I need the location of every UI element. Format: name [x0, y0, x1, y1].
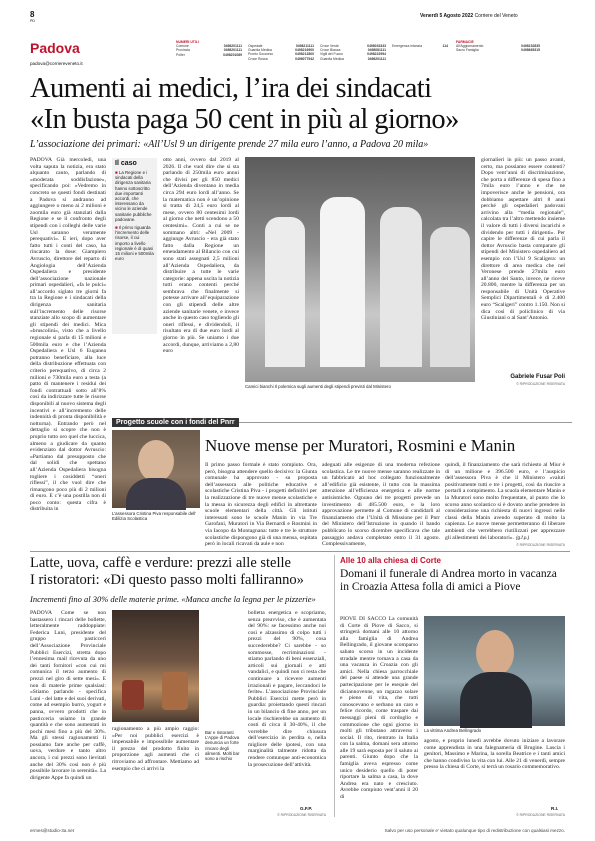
phone-row: Croce Bianca 0498081111: [320, 48, 386, 53]
phones-col-5: [456, 40, 540, 53]
pharmacy-title: FARMACIE: [456, 40, 474, 44]
phone-row: All'Aggiornamento 0498152835: [456, 44, 540, 49]
white-coat-figure: [380, 207, 422, 367]
phone-row: Comune 0498201111: [176, 44, 242, 49]
main-copyright: © RIPRODUZIONE RISERVATA: [516, 382, 565, 386]
mense-column-1: Il primo passo formale è stato compiuto. Ora, però, bisogna attendere quello decisivo: la Giunta comunale ha approvato - su proposta dell’assessora alle politiche educative e scolastiche Cristina Piva - i progetti definitivi per la realizzazione di tre nuove mense scolastiche e la messa in sicurezza degli edifici in altrettante scuole elementari della città. Gli istituti interessati sono le scuole Manin in via Tre Garofani, Muratori in Via Bernardi e Rosmini in via Iacopo da Montagnana: tutte e tre le strutture scolastiche dispongono già di una mensa, ospitata però in locali ricavati da aule e non: [205, 462, 317, 548]
main-subhead: L’associazione dei primari: «All’Usl 9 un dirigente prende 27 mila euro l’anno, a Padova 20 mila»: [30, 139, 429, 150]
phones-col-4: [392, 44, 448, 48]
page-edition: PD: [30, 19, 35, 23]
phone-row: Croce Rossa 0498077542: [248, 56, 314, 61]
corte-signature: R.I.: [551, 806, 559, 811]
phone-row: Guardia Medica 0498216900: [248, 48, 314, 53]
piva-photo-caption: L’assessora Cristina Piva responsabile dell’ Edilizia Scolastica: [112, 511, 197, 522]
prezzi-subhead: Incrementi fino al 30% delle materie prime. «Manca anche la legna per le pizzerie»: [30, 594, 316, 604]
mense-kicker: Progetto scuole con i fondi del Pnrr: [112, 418, 239, 427]
corte-column-2: agosto, e proprio lunedì avrebbe dovuto iniziare a lavorare come apprendista in una falegnameria di Brugine. Lascia i genitori, Massimo e Marina, la sorella Beatrice e i tanti amici che hanno condiviso la vita con lui. Alle 21 di venerdì, sempre presso la chiesa di Corte, si terrà un rosario commemorativo.: [424, 738, 565, 771]
mense-copyright: © RIPRODUZIONE RISERVATA: [516, 543, 565, 547]
issue-date: Venerdì 5 Agosto 2022: [420, 13, 474, 19]
phones-title: NUMERI UTILI: [176, 40, 199, 44]
andrea-photo-caption: La vittima Andrea Bellingrado: [424, 728, 482, 733]
prezzi-headline-line-1: Latte, uova, caffè e verdure: prezzi alle stelle: [30, 555, 291, 571]
main-column-1: PADOVA Già mercoledì, una volta saputa la notizia, era stato alquanto cauto, parlando di «moderata soddisfazione», specificando poi: «Vedremo in concreto se questi fondi destinati a Padova si andranno ad aggiungere o meno ai 2 milioni e zoomila euro già stanziati dalla Regione e se il confronto degli stipendi con i colleghi delle varie Usl saranno veramente perequativi». E ieri, dopo aver fatto tutti i conti del caso, ha rincarato la dose: Giampiero Avruscio, direttore del reparto di Angiologia dell’Azienda Ospedaliera e presidente dell’associazione nazionale primari ospedalieri, «fa le pulci» all’accordo siglato tre giorni fa tra la Regione e i sindacati della dirigenza sanitaria sull’incremento delle risorse stanziate allo scopo di aumentare gli stipendi dei medici. Mica «bruscolini», visto che a livello regionale si parla di 15 milioni e 500mila euro e che l’Azienda Ospedaliera e Usl 6 Euganea potranno beneficiare, alla luce della distribuzione effettuata con criterio perequativo, di circa 2 milioni e 730mila euro a testa (a patto di mantenere i residui dei fondi contrattuali sotto all’8% così da indirizzare tutte le risorse disponibili al nuovo sistema degli incentivi e all’incremento delle indennità di pronta disponibilità e notturna). Entrando però nel dettaglio si scopre che non è proprio tutto oro quel che luccica, almeno a giudicare da quanto evidenziato dal dottor Avruscio: «Partiamo dal presupposto che dal solidi che spettano all’Azienda Ospedaliera bisogna togliere i cosiddetti “oneri riflessi”, il che vuol dire che rimangono poco più di 2 milioni di euro. E c’è una postilla non di poco conto: questa cifra è distribuita in: [30, 157, 106, 513]
corte-kicker: Alle 10 alla chiesa di Corte: [340, 556, 441, 565]
shoulders-shape: [460, 672, 532, 728]
phones-col-2: [248, 44, 314, 61]
fact-box-item: ■ Il primo riguarda l’incremento delle risorse, il cui importo a livello regionale è di quasi 15 milioni e 500mila euro: [115, 225, 154, 262]
main-column-3: giornalieri in più: un passo avanti, certo, ma possiamo essere contenti? Dopo vent’anni di discriminazione, che porta a differenze di spesa fino a 7mila euro l’anno e che ne impoverisce anche le pensioni, ora dobbiamo aspettare altri 8 anni perché gli ospedalieri padovani arrivino alla “media regionale”, calcolata tra l’altro mettendo insieme il valore di tutti i diversi incarichi e dividendo per tutti i dirigenti». Per capire le differenze di cui parla il dottor Avruscio basta comparare gli stipendi del Ministero ospedaliero ad esempio con l’Usl 9 Scaligera: un direttore di area medica che nel Veronese prende 27mila euro all’anno del Santo, invece, ne riceve 20.800, mentre la differenza per un responsabile di Unità Operative Semplici Dipartimentali è di 2.400 euro “Scaligeri” contro 1.150. Non si dica così di policlinico di via Giustiniani o al Sant’Antonio.: [481, 157, 565, 322]
phone-row: Polfer 0498201089: [176, 52, 242, 57]
headline-line-2: «In busta paga 50 cent in più al giorno»: [30, 104, 459, 135]
prezzi-signature: G.F.P.: [300, 806, 313, 811]
andrea-photo: [424, 616, 565, 726]
main-author: Gabriele Fusar Poli: [510, 374, 565, 380]
fact-box-title: Il caso: [115, 160, 137, 167]
main-column-2: otto anni, ovvero dal 2019 al 2026. Il che vuol dire che si sta parlando di 250mila euro annui che divisi per gli 850 medici dell’Azienda diventano in media circa 294 euro lordi all’anno. Se la matematica non è un’opinione si tratta di 24,5 euro lordi al mese, ovvero 80 centesimi lordi al giorno che netti scendono a 50 centesimi». Conti a cui se ne sommano altri: «Nel 2009 - aggiunge Avruscio - era già stato fatto dalla Regione un emendamento al Bilancio con cui sono stati assegnati 2,5 milioni all’Azienda Ospedaliera, da distribuire a tutte le varie categorie: appena uscita la notizia tutti erano contenti perché sembrava che finalmente si potesse arrivare all’equiparazione con gli stipendi delle altre aziende sanitarie venete, e invece anche in questo caso togliendo gli oneri riflessi, e dividendoli, il risultato era di due euro lordi al giorno in più. Se uniamo i due accordi, dunque, arriviamo a 2,80 euro: [163, 157, 239, 355]
doctors-photo-caption: Camici bianchi Il polemica sugli aumenti degli stipendi previsti dal Ministero: [245, 384, 391, 389]
white-coat-figure: [430, 227, 470, 367]
table-shape: [162, 672, 188, 710]
footer-email[interactable]: ermes@studio-3a.net: [30, 828, 74, 833]
phone-row: Provincia 0498201111: [176, 48, 242, 53]
face-shape: [476, 630, 514, 676]
fact-box: [112, 158, 157, 334]
section-email[interactable]: padova@corriereveneto.it: [30, 61, 83, 66]
headline-line-1: Aumenti ai medici, l’ira dei sindacati: [30, 73, 432, 104]
prezzi-headline-line-2: I ristoratori: «Di questo passo molti falliranno»: [30, 572, 304, 588]
footer-notice: Salvo per uso personale e' vietato qualunque tipo di redistribuzione con qualsiasi mezzo.: [384, 828, 565, 833]
divider: [30, 551, 570, 552]
prezzi-column-3: bolletta energetica e scopriamo, senza preavviso, che è aumentata del 90%: se facessimo anche noi così e alzassimo di colpo tutti i prezzi del 90%, cosa succederebbe? Ci sarebbe - so sommosse, recriminazioni - stiamo parlando di beni essenziali, articoli sui giornali e atti vandalici, e quindi non ci resta che continuare a ricevere aumenti irrazionali e pagare, leccandoci le ferite». L’associazione Provinciale Pubblici Esercizi mette però in guardia: proiettando questi rincari in un bilancio di fine anno, per un locale rischierebbe un aumento di costi di circa il 30-40%, il che vorrebbe dire chiusura dell’esercizio in perdita o, nella migliore delle ipotesi, con una marginalità talmente ridotta da rendere comunque anti-economica la prosecuzione dell’attività.: [248, 610, 326, 768]
phones-col-1: [176, 40, 242, 57]
mense-headline: Nuove mense per Muratori, Rosmini e Manin: [205, 436, 516, 455]
bullet-icon: ■: [115, 225, 118, 231]
corte-column-1: PIOVE DI SACCO La comunità di Corte di Piove di Sacco, si stringerà domani alle 10 attorno alla famiglia di Andrea Bellingrado, il giovane scomparso sabato scorso in un incidente stradale mentre tornava a casa da una vacanza in Croazia con gli amici. Nella chiesa parrocchiale del paese si attende una grande partecipazione per le esequie del diciannovenne, un ragazzo solare e pieno di vita, che tutti conoscevano e serbano un caro e felice ricordo, come traspare dai messaggi pieni di cordoglio e commozione che ogni giorno in molti gli tributano attraverso i social. Il rito, rientrato in Italia con la salma, domani sera attorno alle 19 sarà esposta per il saluto ai parenti. Giunto dopo che la famiglia aveva espresso come unico desiderio quello di poter riportare la salma a casa, la dove Andrea era nato e cresciuto. Avrebbe compiuto vent’anni il 20 di: [340, 616, 418, 801]
column-rule: [334, 555, 335, 817]
phone-row: Sacro Famiglia 0498665315: [456, 48, 540, 53]
corte-headline: Domani il funerale di Andrea morto in vacanza in Croazia Attesa folla di amici a Piove: [340, 568, 557, 594]
phone-row: Pronto Soccorso 0498212800: [248, 52, 314, 57]
phone-row: Vigili del Fuoco 0498222994: [320, 52, 386, 57]
phone-row: Ospedale 0498211111: [248, 44, 314, 48]
phone-row: Croce Verde 0498033333: [320, 44, 386, 48]
phone-row: Emergenza infanzia 114: [392, 44, 448, 48]
prezzi-copyright: © RIPRODUZIONE RISERVATA: [277, 813, 326, 817]
phones-col-3: [320, 44, 386, 61]
white-coat-figure: [320, 197, 365, 367]
face-shape: [138, 440, 174, 482]
mense-signature: (g.f.p.): [516, 535, 530, 540]
piva-photo: [112, 430, 200, 508]
paper-name: Corriere del Veneto: [474, 13, 518, 19]
page-number: 8: [30, 10, 35, 19]
corte-copyright: © RIPRODUZIONE RISERVATA: [516, 813, 565, 817]
bullet-icon: ■: [115, 170, 118, 175]
prezzi-column-1: PADOVA Come se non bastassero i rincari delle bollette, letteralmente raddoppiate: Federica Luni, presidente del gruppo pasticceri dell’Associazione Provinciale Pubblici Esercizi, stretta dopo l’ennesima mail ricevuta da uno dei tanti fornitori «con cui mi comunica il terzo aumento di prezzi nel giro di sette mesi». E non di materie prime qualsiasi: «Stiamo parlando - specifica Luni - del latte e dei suoi derivati, come ad esempio burro, yogurt e panna, ovvero prodotti che in pasticceria usiamo in grande quantità e che sono aumentati in pochi mesi fino a più del 30%. Ma gli stessi ragionamenti li possiamo fare anche per caffè, uova, verdure e tanto altro ancora, i cui prezzi sono lievitati anche del 30% così non è più possibile lavorare in serenità». La dirigente Appe fa quindi un: [30, 610, 106, 781]
cafe-photo: [112, 610, 199, 722]
white-coat-figure: [265, 217, 305, 367]
cafe-photo-caption: Bar e ristoranti L’Appe di Padova denuncia un forte rincaro degli alimenti. Molti bar sono a rischio: [205, 730, 240, 762]
chair-shape: [122, 680, 144, 710]
prezzi-column-2: ragionamento a più ampio raggio: «Per noi pubblici esercizi è impensabile e impossibile aumentare il prezzo del prodotto finito in proporzione agli aumenti che ci ritroviamo ad affrontare. Mettiamo ad esempio che ci arrivi la: [112, 726, 199, 772]
mense-column-2: adeguati alle esigenze di una moderna refezione scolastica. Le tre nuove mense saranno realizzate in un fabbricato ad hoc collegato funzionalmente all’edificio già esistente, il tutto con la massima attenzione all’efficienza energetica e alle norme antisismiche. Ognuno dei tre progetti prevede un investimento di 485.500 euro, e la loro approvazione permette al Comune di candidarli al finanziamento che l’Unità di Missione per il Pnrr del Ministero dell’Istruzione in quando il bando pubblicato lo scorso dicembre specificava che tale passaggio andava completato entro il 31 agosto. Complessivamente,: [322, 462, 440, 548]
shoulders-shape: [126, 478, 186, 510]
phone-row: Guardia Medica 0498201111: [320, 56, 386, 61]
main-headline: [30, 73, 570, 135]
doctors-photo: [245, 157, 475, 382]
fact-box-item: ■ La Regione e i sindacati della dirigenza sanitaria hanno sottoscritto due importanti accordi, che interessano da vicino le aziende sanitarie pubbliche padovane.: [115, 170, 152, 222]
date-line: [420, 13, 518, 19]
section-title: Padova: [30, 40, 80, 56]
mense-column-3: quindi, il finanziamento che sarà richiesto al Miur è di un milione e 396.500 euro, e l’auspicio dell’assessora Piva è che il Ministero «valuti positivamente tutti e tre i progetti, così da riuscire a portarli a compimento. La scuola elementare Manin e la Muratori sono molto frequentate, al punto che lo scorso anno scolastico si è dovuto anche prendere in considerazione una richiesta di nuovi ingressi nelle classi della Manin avendo superato di molto la capienza. Le nuove mense permetteranno di liberare ambienti che verrebbero riutilizzati per apprezzare gli allestimenti dei laboratori».: [445, 462, 565, 541]
